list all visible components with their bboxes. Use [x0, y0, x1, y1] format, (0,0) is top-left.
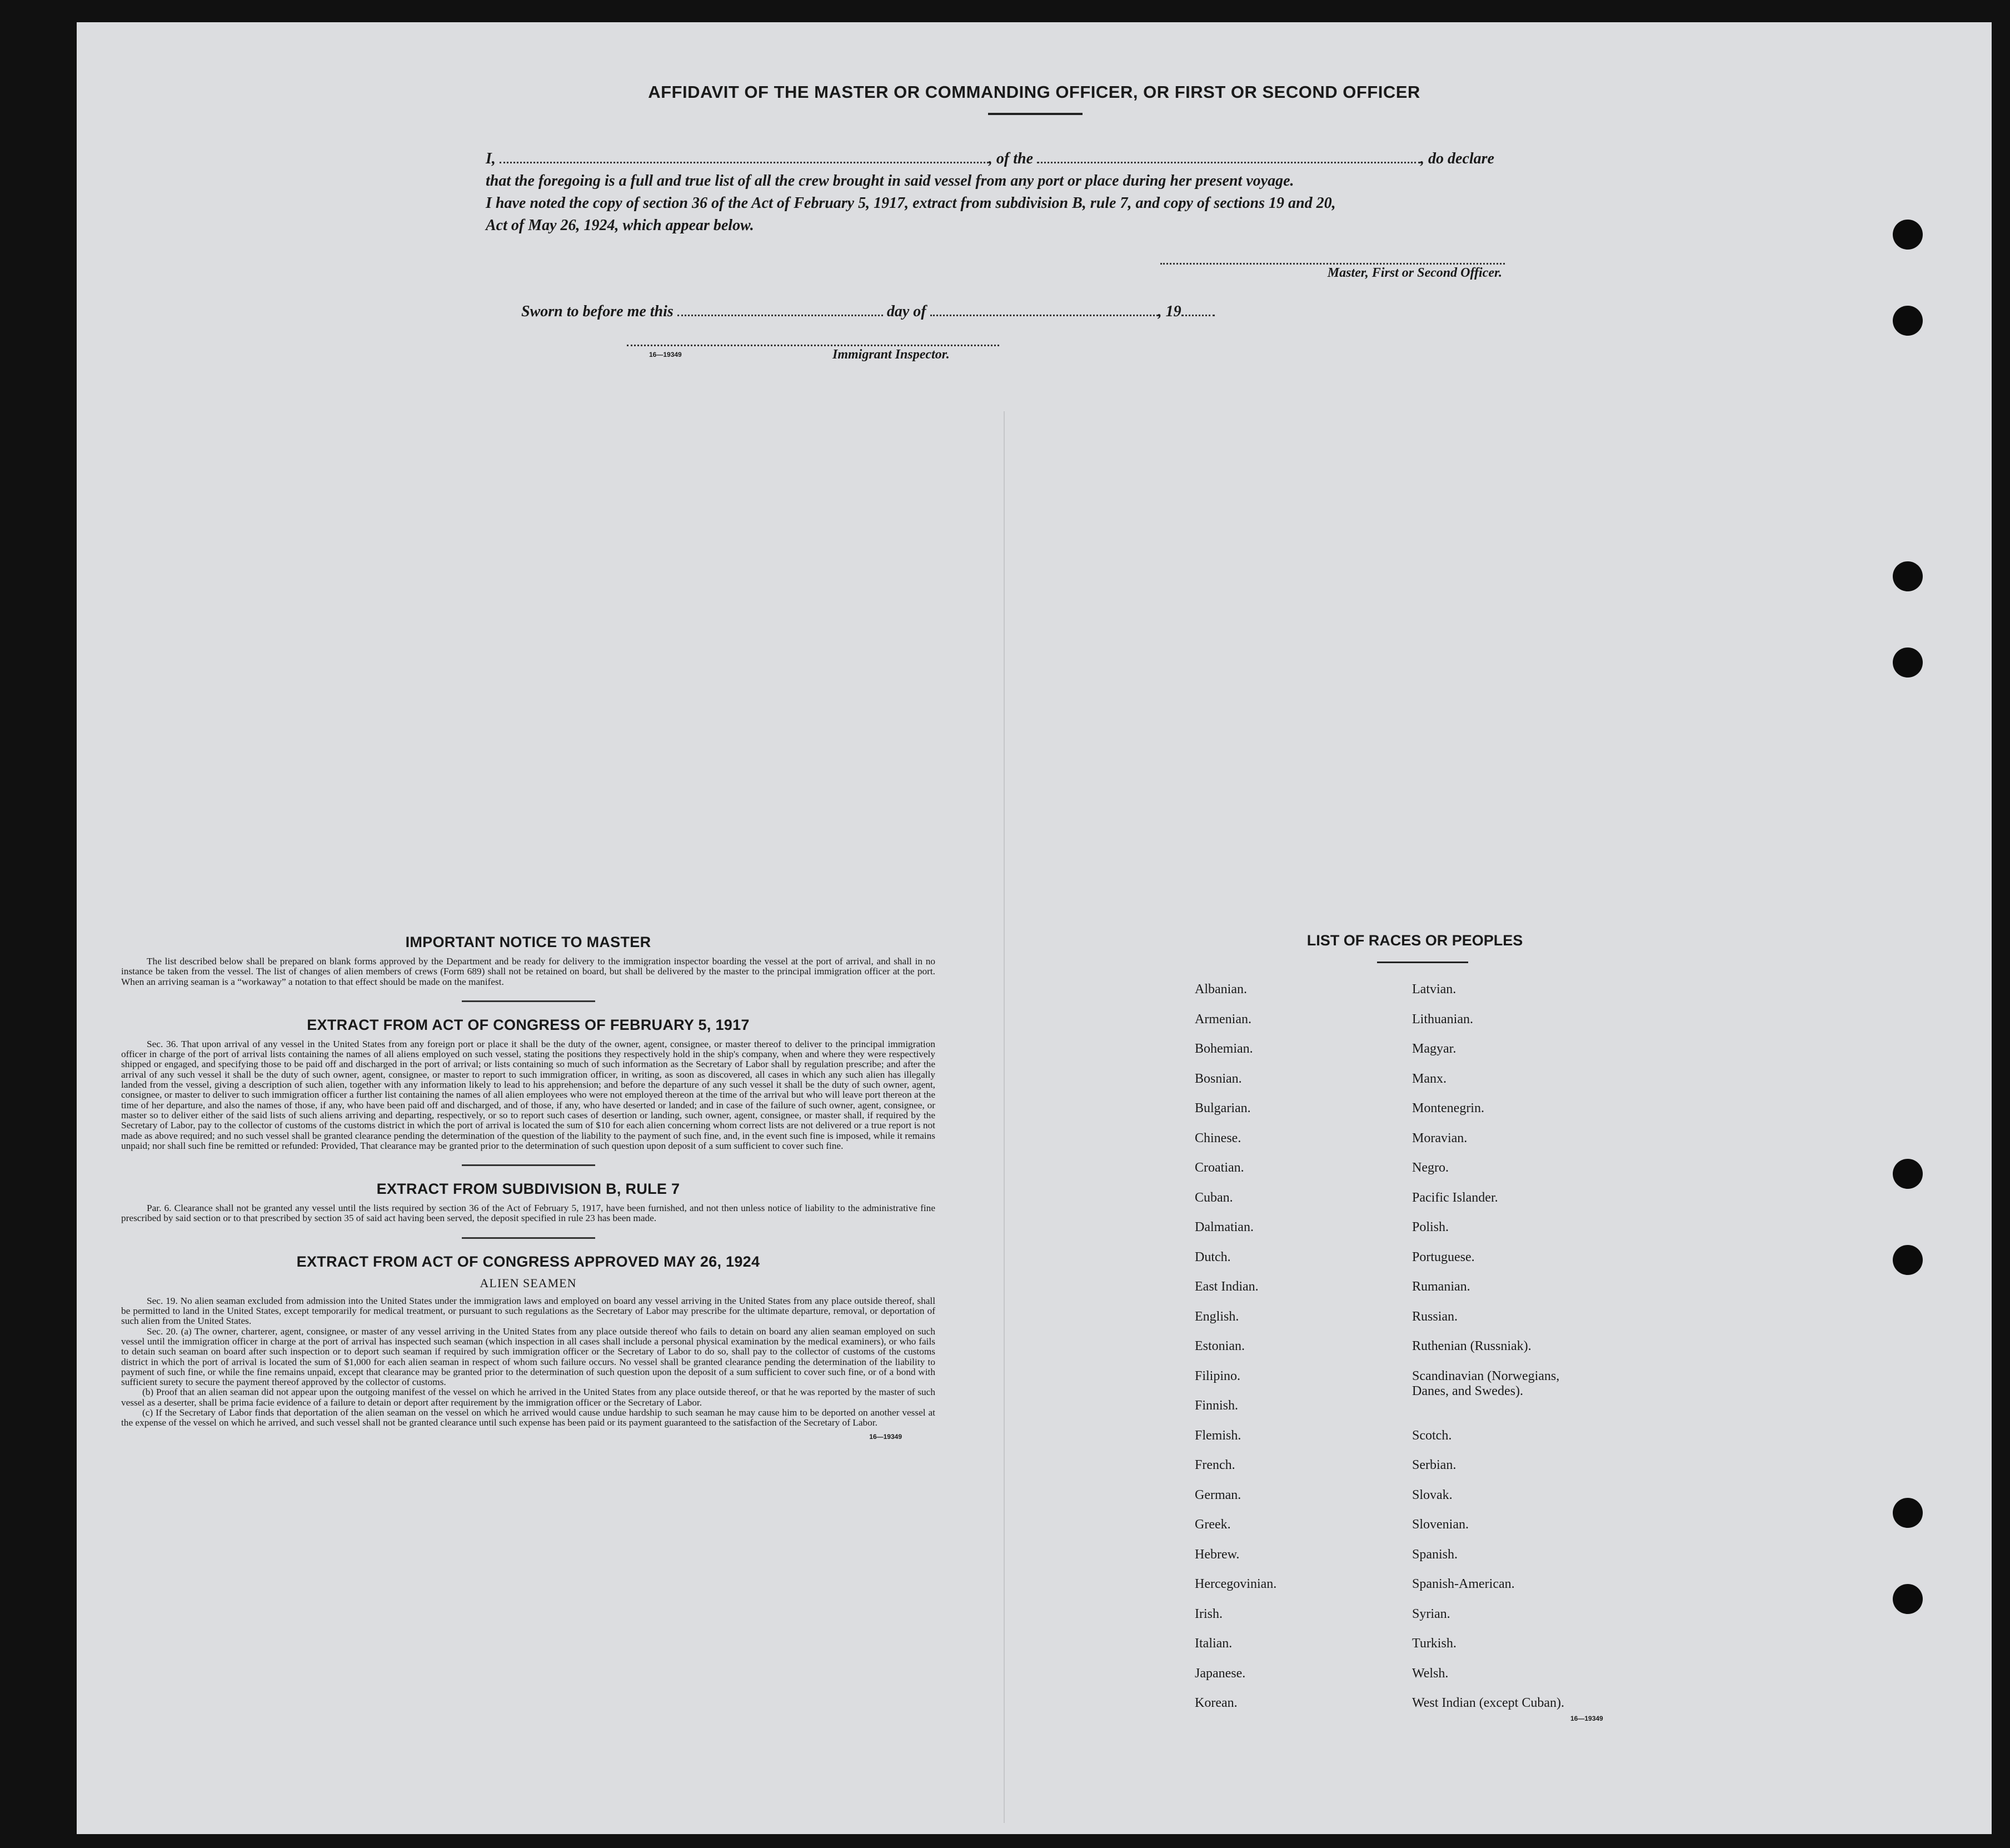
race-item: Spanish-American. [1412, 1577, 1515, 1591]
race-item: Scotch. [1412, 1428, 1452, 1443]
declaration-line-3: I have noted the copy of section 36 of the Act of February 5, 1917, extract from subdivision B, rule 7, and copy of sections 19 and 20, [486, 195, 1336, 212]
race-item: Hebrew. [1195, 1547, 1240, 1562]
race-item: Moravian. [1412, 1131, 1468, 1145]
race-item: Hercegovinian. [1195, 1577, 1277, 1591]
sworn-statement [521, 300, 1215, 321]
race-item: Estonian. [1195, 1339, 1245, 1353]
section-divider [462, 1164, 595, 1166]
race-item: Russian. [1412, 1309, 1458, 1324]
sworn-year-prefix: , 19 [1158, 303, 1181, 320]
race-item: Scandinavian (Norwegians, Danes, and Swedes). [1412, 1369, 1560, 1398]
punch-hole [1893, 1245, 1923, 1275]
race-item: French. [1195, 1458, 1235, 1472]
race-item: Syrian. [1412, 1607, 1450, 1621]
punch-hole [1893, 220, 1923, 250]
sec-20a-text: Sec. 20. (a) The owner, charterer, agent, consignee, or master of any vessel arriving in the United States from any place outside thereof who fails to detain on board any alien seaman employed on such vessel until the immigration officer in charge at the port of arrival has inspected such seaman (which inspection in all cases shall include a personal physical examination by the medical examiners), or who fails to detain such seaman on board after such inspection or to deport such seaman if required by such immigration officer or the Secretary of Labor to do so, shall pay to the collector of customs of the customs district in which the port of arrival is located the sum of $1,000 for each alien seaman in respect of whom such failure occurs. No vessel shall be granted clearance pending the determination of the liability to payment of such fine, or while the fine remains unpaid, except that clearance may be granted prior to the determination of such question upon the deposit of a sum sufficient to cover such fine, or of a bond with sufficient surety to secure the payment thereof approved by the collector of customs. [121, 1326, 935, 1388]
page-fold [1004, 411, 1005, 1823]
race-item: Slovak. [1412, 1488, 1453, 1502]
sec-20c-text: (c) If the Secretary of Labor finds that deportation of the alien seaman on the vessel on which he arrived would cause undue hardship to such seaman he may cause him to be deported on another vessel at the expense of the vessel on which he arrived, and such vessel shall not be granted clearance until such expense has been paid or its payment guaranteed to the satisfaction of the Secretary of Labor. [121, 1407, 935, 1428]
race-item: Armenian. [1195, 1012, 1251, 1027]
declaration-i: I, [486, 150, 496, 167]
declaration-do-declare: , do declare [1420, 150, 1494, 167]
race-item: Italian. [1195, 1636, 1233, 1651]
affidavit-declaration [486, 147, 1619, 237]
race-item: Latvian. [1412, 982, 1457, 997]
punch-hole [1893, 306, 1923, 336]
race-item: Albanian. [1195, 982, 1247, 997]
race-item: Bohemian. [1195, 1042, 1253, 1056]
race-item: West Indian (except Cuban). [1412, 1696, 1564, 1710]
extract-rule7-title: EXTRACT FROM SUBDIVISION B, RULE 7 [376, 1180, 680, 1198]
race-item: Dalmatian. [1195, 1220, 1254, 1234]
race-item: East Indian. [1195, 1279, 1259, 1294]
notices-column [121, 934, 935, 1441]
extract-1917-title: EXTRACT FROM ACT OF CONGRESS OF FEBRUARY 5, 1917 [307, 1016, 750, 1033]
affidavit-title: AFFIDAVIT OF THE MASTER OR COMMANDING OFFICER, OR FIRST OR SECOND OFFICER [648, 82, 1420, 102]
sec-19-text: Sec. 19. No alien seaman excluded from admission into the United States under the immigration laws and employed on board any vessel arriving in the United States from any place outside thereof, shall be permitted to land in the United States, except temporarily for medical treatment, or pursuant to such regulations as the Secretary of Labor may prescribe for the ultimate departure, removal, or deportation of such alien from the United States. [121, 1295, 935, 1327]
punch-hole [1893, 1159, 1923, 1189]
race-item: Portuguese. [1412, 1250, 1475, 1264]
race-item: Welsh. [1412, 1666, 1449, 1681]
race-item: Slovenian. [1412, 1517, 1469, 1532]
sworn-day-of: day of [886, 303, 926, 320]
inspector-signature-line[interactable] [627, 345, 999, 346]
declaration-line-4: Act of May 26, 1924, which appear below. [486, 217, 754, 234]
punch-hole [1893, 647, 1923, 678]
sec-20b-text: (b) Proof that an alien seaman did not appear upon the outgoing manifest of the vessel on which he arrived in the United States from any place outside thereof, or that he was reported by the master of such vessel as a deserter, shall be prima facie evidence of a failure to detain or deport after requirement by the immigration officer or the Secretary of Labor. [121, 1387, 935, 1408]
race-item: Turkish. [1412, 1636, 1457, 1651]
race-item: Korean. [1195, 1696, 1238, 1710]
punch-hole [1893, 1498, 1923, 1528]
races-title-rule [1377, 962, 1468, 963]
race-item: Manx. [1412, 1072, 1447, 1086]
race-item: Japanese. [1195, 1666, 1246, 1681]
race-item: German. [1195, 1488, 1241, 1502]
sworn-year-blank[interactable] [1181, 300, 1215, 316]
race-item: Polish. [1412, 1220, 1449, 1234]
race-item: Magyar. [1412, 1042, 1457, 1056]
race-item: Pacific Islander. [1412, 1191, 1498, 1205]
declaration-line-2: that the foregoing is a full and true list of all the crew brought in said vessel from any port or place during her present voyage. [486, 172, 1294, 190]
form-number: 16—19349 [1570, 1715, 1603, 1722]
race-item: Rumanian. [1412, 1279, 1470, 1294]
race-item: Serbian. [1412, 1458, 1457, 1472]
race-item: English. [1195, 1309, 1239, 1324]
form-number: 16—19349 [649, 351, 682, 358]
race-item: Greek. [1195, 1517, 1231, 1532]
sworn-month-blank[interactable] [930, 300, 1158, 316]
race-item: Montenegrin. [1412, 1101, 1484, 1115]
section-divider [462, 1000, 595, 1002]
inspector-label: Immigrant Inspector. [832, 347, 950, 362]
punch-hole [1893, 561, 1923, 591]
race-item: Filipino. [1195, 1369, 1241, 1383]
race-item: Bulgarian. [1195, 1101, 1251, 1115]
master-signature-label: Master, First or Second Officer. [1327, 266, 1502, 280]
master-signature-line[interactable] [1160, 263, 1505, 265]
extract-1917-text: Sec. 36. That upon arrival of any vessel in the United States from any foreign port or place it shall be the duty of the owner, agent, consignee, or master thereof to deliver to the principal immigration officer in charge of the port of arrival lists containing the names of all aliens employed on such vessel, stating the positions they respectively hold in the ship's company, when and where they were respectively shipped or engaged, and specifying those to be paid off and discharged in the port of arrival; or lists containing so much of such information as the Secretary of Labor shall by regulation prescribe; and after the arrival of any such vessel it shall be the duty of such owner, agent, consignee, or master to report to such immigration officer, in writing, as soon as discovered, all cases in which any such alien has illegally landed from the vessel, giving a description of such alien, together with any information likely to lead to his apprehension; and before the departure of any such vessel it shall be the duty of such owner, agent, consignee, or master to deliver to such immigration officer a further list containing the names of all alien employees who were not employed thereon at the time of the arrival but who will leave port thereon at the time of her departure, and also the names of those, if any, who have been paid off and discharged, and of those, if any, who have deserted or landed; and in case of the failure of such owner, agent, consignee, or master so to deliver either of the said lists of such aliens arriving and departing, respectively, or so to report such cases of desertion or landing, such owner, agent, consignee, or master shall, if required by the Secretary of Labor, pay to the collector of customs of the customs district in which the port of arrival is located the sum of $10 for each alien concerning whom correct lists are not delivered or a true report is not made as above required; and no such vessel shall be granted clearance pending the determination of the question of the liability to the payment of such fine, and, in the event such fine is imposed, while it remains unpaid; nor shall such fine be remitted or refunded: Provided, That clearance may be granted prior to the determination of such question upon deposit of a sum sufficient to cover such fine. [121, 1038, 935, 1151]
vessel-blank[interactable] [1037, 147, 1420, 163]
race-item: Croatian. [1195, 1160, 1244, 1175]
race-item: Bosnian. [1195, 1072, 1242, 1086]
notice-text: The list described below shall be prepared on blank forms approved by the Department and be ready for delivery to the immigration inspector boarding the vessel at the port of arrival, and shall in no instance be taken from the vessel. The list of changes of alien members of crews (Form 689) shall not be retained on board, but shall be delivered by the master to the principal immigration officer at the port. When an arriving seaman is a “workaway” a notation to that effect should be made on the manifest. [121, 956, 935, 987]
sworn-label: Sworn to before me this [521, 303, 674, 320]
declaration-of-the: , of the [988, 150, 1034, 167]
race-item: Spanish. [1412, 1547, 1458, 1562]
extract-rule7-text: Par. 6. Clearance shall not be granted any vessel until the lists required by section 36 of the Act of February 5, 1917, have been furnished, and not then unless notice of liability to the administrative fine prescribed by said section or to that prescribed by section 35 of said act having been served, the deposit specified in rule 23 has been made. [121, 1203, 935, 1224]
extract-1924-title: EXTRACT FROM ACT OF CONGRESS APPROVED MAY 26, 1924 [296, 1253, 760, 1270]
races-title: LIST OF RACES OR PEOPLES [1306, 932, 1523, 949]
race-item: Flemish. [1195, 1428, 1241, 1443]
race-item: Ruthenian (Russniak). [1412, 1339, 1532, 1353]
race-item: Dutch. [1195, 1250, 1231, 1264]
name-blank[interactable] [500, 147, 989, 163]
punch-hole [1893, 1584, 1923, 1614]
section-divider [462, 1237, 595, 1239]
form-number: 16—19349 [869, 1432, 902, 1441]
race-item: Irish. [1195, 1607, 1223, 1621]
form-page [77, 22, 1992, 1834]
notice-title: IMPORTANT NOTICE TO MASTER [405, 934, 651, 950]
alien-seamen-subtitle: ALIEN SEAMEN [480, 1276, 577, 1290]
declaration-line-1 [486, 147, 1619, 170]
race-item: Lithuanian. [1412, 1012, 1473, 1027]
sworn-day-blank[interactable] [677, 300, 883, 316]
race-item: Chinese. [1195, 1131, 1241, 1145]
race-item: Cuban. [1195, 1191, 1233, 1205]
race-item: Negro. [1412, 1160, 1449, 1175]
title-rule [988, 113, 1083, 115]
race-item: Finnish. [1195, 1398, 1239, 1413]
